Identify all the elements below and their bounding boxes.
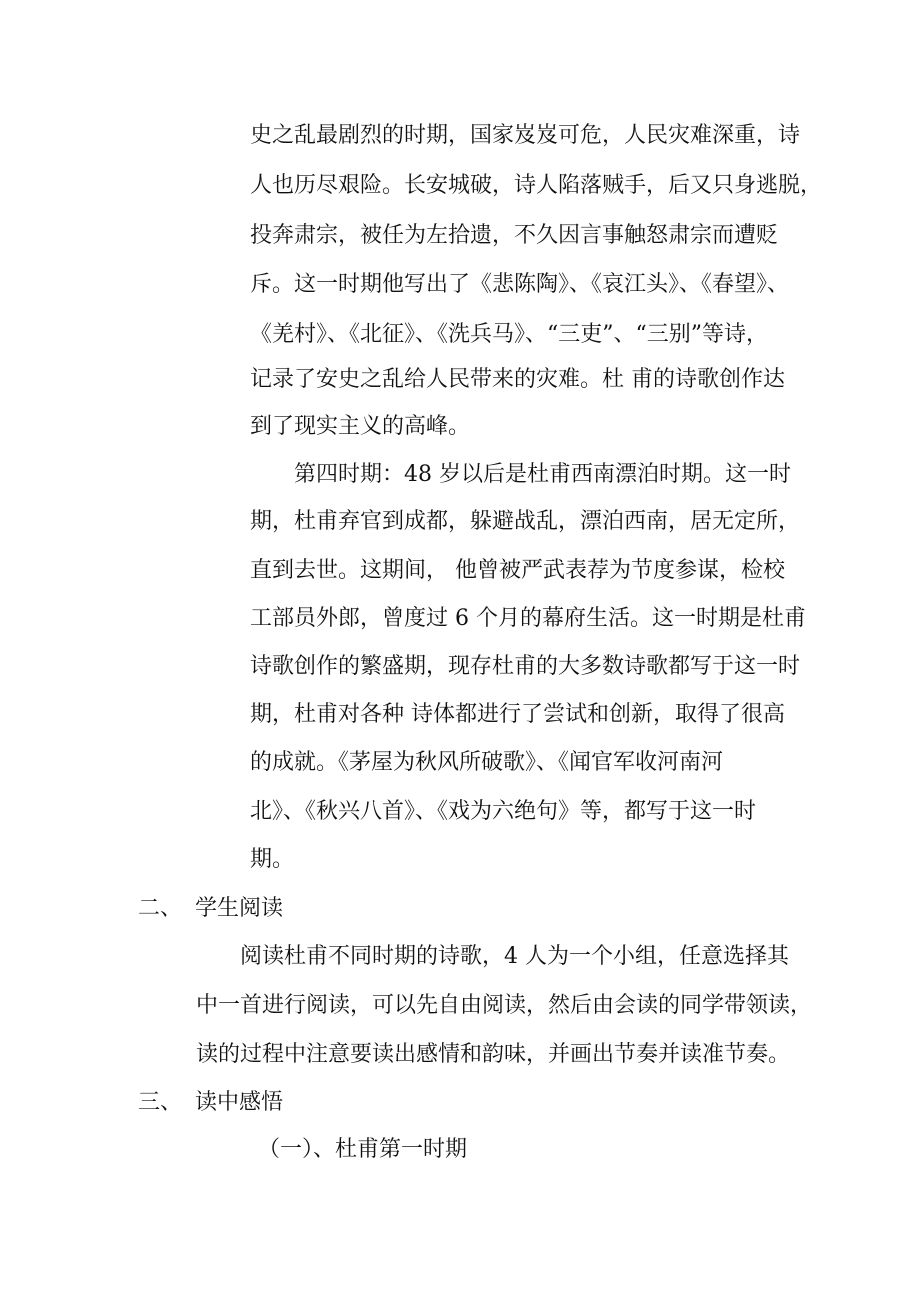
subheading-period-one: （一）、杜甫第一时期 (258, 1137, 468, 1162)
section-number: 三、 (138, 1090, 183, 1115)
text-line: 记录了安史之乱给人民带来的灾难。杜 甫的诗歌创作达 (250, 367, 785, 392)
section-title: 读中感悟 (195, 1090, 284, 1115)
text-line: 史之乱最剧烈的时期，国家岌岌可危，人民灾难深重，诗 (250, 123, 801, 148)
text-line: 阅读杜甫不同时期的诗歌，4 人为一个小组，任意选择其 (240, 944, 789, 969)
text-line: 工部员外郎，曾度过 6 个月的幕府生活。这一时期是杜甫 (250, 606, 806, 631)
text-line: 人也历尽艰险。长安城破，诗人陷落贼手，后又只身逃脱， (250, 173, 823, 198)
text-line: 北》、《秋兴八首》、《戏为六绝句》等，都写于这一时 (250, 799, 757, 824)
text-line: 到了现实主义的高峰。 (250, 414, 471, 439)
text-line: 的成就。《茅屋为秋风所破歌》、《闻官军收河南河 (250, 750, 724, 775)
text-line: 中一首进行阅读，可以先自由阅读，然后由会读的同学带领读， (196, 993, 813, 1018)
text-line: 诗歌创作的繁盛期，现存杜甫的大多数诗歌都写于这一时 (250, 654, 801, 679)
text-line: 《羌村》、《北征》、《洗兵马》、“三吏”、“三别”等诗， (250, 322, 768, 347)
text-line: 读的过程中注意要读出感情和韵味，并画出节奏并读准节奏。 (196, 1042, 791, 1067)
text-line: 期，杜甫弃官到成都，躲避战乱，漂泊西南，居无定所， (250, 509, 801, 534)
section-title: 学生阅读 (195, 896, 284, 921)
text-line: 直到去世。这期间， 他曾被严武表荐为节度参谋，检校 (250, 558, 785, 583)
text-line: 期，杜甫对各种 诗体都进行了尝试和创新，取得了很高 (250, 702, 785, 727)
text-line: 投奔肃宗，被任为左拾遗，不久因言事触怒肃宗而遭贬 (250, 223, 779, 248)
text-line: 第四时期：48 岁以后是杜甫西南漂泊时期。这一时 (294, 462, 791, 487)
text-line: 期。 (250, 847, 295, 872)
section-number: 二、 (138, 896, 183, 921)
text-line: 斥。这一时期他写出了《悲陈陶》、《哀江头》、《春望》、 (250, 272, 790, 297)
